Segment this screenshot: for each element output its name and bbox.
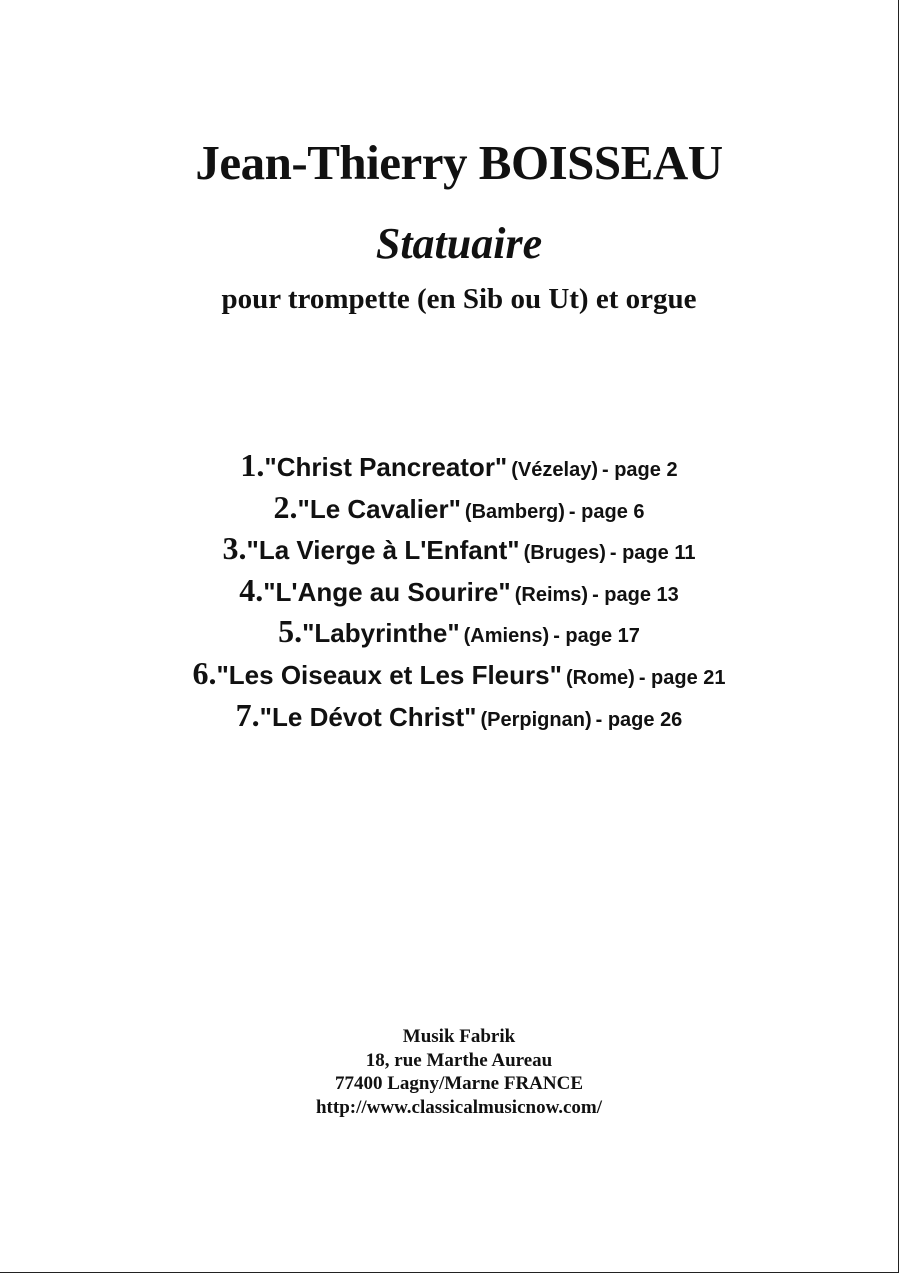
- toc-item-place: (Perpignan): [480, 708, 592, 731]
- toc-item-title: "Le Dévot Christ": [259, 701, 477, 732]
- toc-item-title: "Christ Pancreator": [264, 452, 508, 482]
- publisher-website: http://www.classicalmusicnow.com/: [315, 1096, 603, 1118]
- toc-item-page: - page 26: [595, 708, 683, 731]
- toc-item-place: (Bamberg): [464, 500, 565, 523]
- toc-item-number: 2.: [273, 488, 298, 525]
- toc-item-title: "Le Cavalier": [297, 493, 461, 524]
- toc-item-number: 7.: [235, 696, 260, 733]
- toc-item: [0, 487, 900, 529]
- toc-item-title: "L'Ange au Sourire": [263, 576, 511, 607]
- work-subtitle: pour trompette (en Sib ou Ut) et orgue: [221, 283, 697, 315]
- toc-item-number: 3.: [222, 530, 247, 567]
- toc-item-page: - page 6: [568, 500, 645, 523]
- toc-item-page: - page 17: [553, 625, 640, 648]
- toc-item-title: "La Vierge à L'Enfant": [246, 535, 520, 566]
- toc-item-place: (Amiens): [463, 625, 550, 648]
- toc-item: [0, 528, 900, 570]
- toc-item: [0, 445, 900, 487]
- toc-item: [0, 570, 900, 612]
- toc-item-page: - page 21: [638, 666, 726, 689]
- toc-item-page: - page 13: [592, 583, 679, 606]
- publisher-block: [0, 1025, 900, 1119]
- toc-item-number: 5.: [278, 613, 303, 650]
- toc-item-number: 1.: [240, 447, 265, 483]
- toc-item-title: "Les Oiseaux et Les Fleurs": [216, 659, 562, 690]
- toc-item: [0, 695, 900, 737]
- toc-item-page: - page 11: [609, 542, 696, 565]
- toc-item-place: (Reims): [514, 583, 589, 606]
- toc-item: [0, 653, 900, 695]
- composer-name: Jean-Thierry BOISSEAU: [195, 135, 723, 190]
- toc-item-number: 4.: [239, 571, 264, 608]
- publisher-city: 77400 Lagny/Marne FRANCE: [334, 1073, 584, 1094]
- toc-item-place: (Vézelay): [511, 459, 598, 481]
- toc-item-page: - page 2: [601, 459, 678, 481]
- table-of-contents: [0, 445, 900, 736]
- publisher-name: Musik Fabrik: [402, 1026, 516, 1047]
- work-title: Statuaire: [375, 219, 543, 268]
- toc-item-title: "Labyrinthe": [302, 618, 460, 649]
- toc-item-place: (Bruges): [523, 542, 606, 565]
- toc-item: [0, 611, 900, 653]
- toc-item-number: 6.: [192, 654, 217, 691]
- toc-item-place: (Rome): [565, 666, 635, 689]
- publisher-street: 18, rue Marthe Aureau: [365, 1049, 553, 1071]
